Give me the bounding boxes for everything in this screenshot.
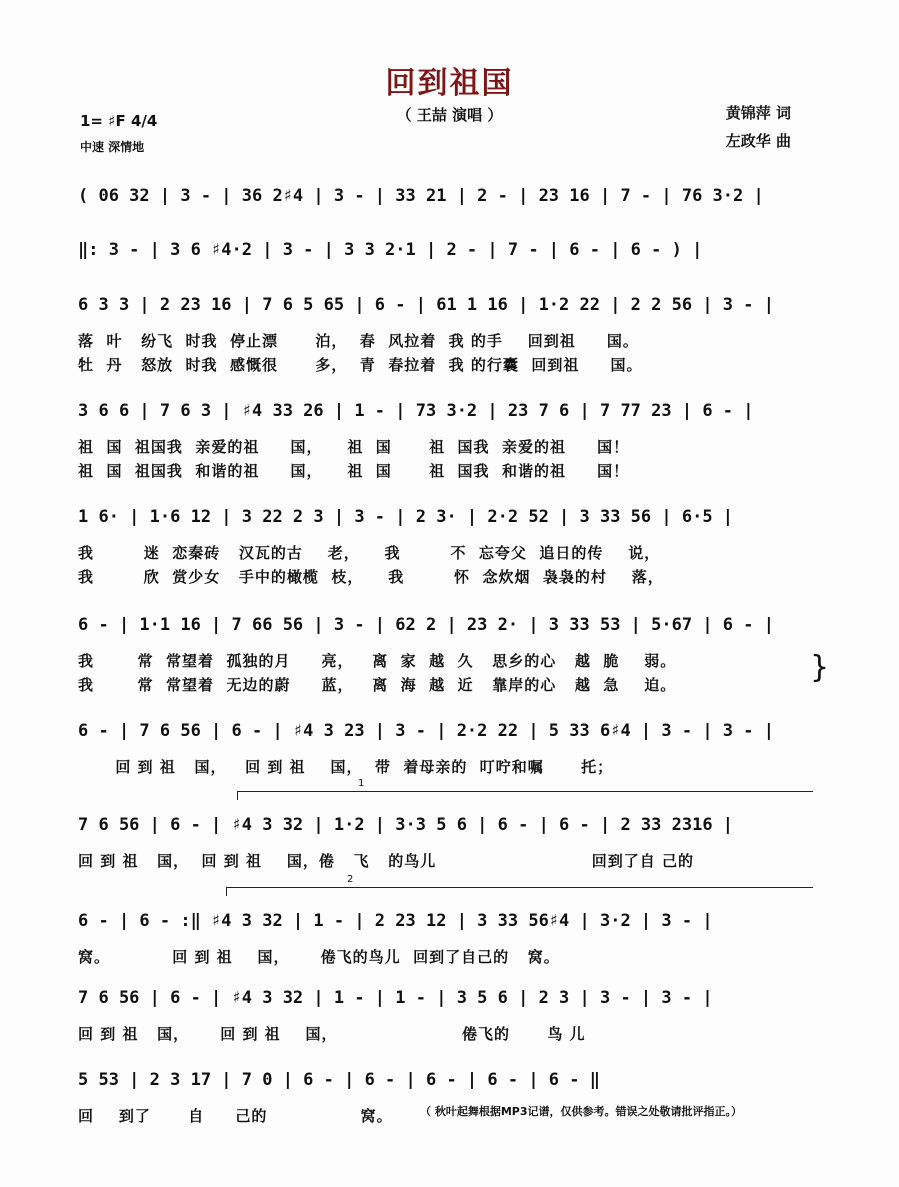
lyric-line: 我 常 常望着 孤独的月 亮， 离 家 越 久 思乡的心 越 脆 弱。 xyxy=(78,652,677,670)
lyric-line: 回 到 祖 国， 回 到 祖 国， 带 着母亲的 叮咛和嘱 托； xyxy=(78,758,614,776)
notation-row: 6 - | 1·1 16 | 7 66 56 | 3 - | 62 2 | 23 2· | 3 33 53 | 5·67 | 6 - | xyxy=(78,615,774,635)
lyric-line: 我 欣 赏少女 手中的橄榄 枝， 我 怀 念炊烟 袅袅的村 落， xyxy=(78,568,664,586)
notation-row: ‖: 3 - | 3 6 ♯4·2 | 3 - | 3 3 2·1 | 2 - | 7 - | 6 - | 6 - ) | xyxy=(78,240,703,260)
notation-row: 1 6· | 1·6 12 | 3 22 2 3 | 3 - | 2 3· | 2·2 52 | 3 33 56 | 6·5 | xyxy=(78,507,734,527)
notation-row: 5 53 | 2 3 17 | 7 0 | 6 - | 6 - | 6 - | 6 - | 6 - ‖ xyxy=(78,1070,600,1090)
tempo-marking: 中速 深情地 xyxy=(80,140,145,154)
second-ending-bracket xyxy=(226,874,813,896)
lyric-line: 祖 国 祖国我 亲爱的祖 国， 祖 国 祖 国我 亲爱的祖 国！ xyxy=(78,438,630,456)
lyric-line: 窝。 回 到 祖 国， 倦飞的鸟儿 回到了自己的 窝。 xyxy=(78,948,560,966)
notation-row: 6 3 3 | 2 23 16 | 7 6 5 65 | 6 - | 61 1 16 | 1·2 22 | 2 2 56 | 3 - | xyxy=(78,295,774,315)
verse-brace: } xyxy=(810,650,830,685)
lyric-line: 我 常 常望着 无边的蔚 蓝， 离 海 越 近 靠岸的心 越 急 迫。 xyxy=(78,676,677,694)
song-title: 回到祖国 xyxy=(385,66,514,101)
notation-row: ( 06 32 | 3 - | 36 2♯4 | 3 - | 33 21 | 2 - | 23 16 | 7 - | 76 3·2 | xyxy=(78,186,764,206)
first-ending-bracket xyxy=(237,778,813,800)
lyricist-credit: 黄锦萍 词 xyxy=(725,104,791,122)
lyric-line: 回 到了 自 己的 窝。 xyxy=(78,1107,393,1125)
notation-row: 7 6 56 | 6 - | ♯4 3 32 | 1·2 | 3·3 5 6 | 6 - | 6 - | 2 33 2316 | xyxy=(78,815,734,835)
lyric-line: 落 叶 纷飞 时我 停止漂 泊， 春 风拉着 我 的手 回到祖 国。 xyxy=(78,332,639,350)
transcription-note: （ 秋叶起舞根据MP3记谱，仅供参考。错误之处敬请批评指正。） xyxy=(420,1105,742,1118)
notation-row: 6 - | 6 - :‖ ♯4 3 32 | 1 - | 2 23 12 | 3 33 56♯4 | 3·2 | 3 - | xyxy=(78,911,713,931)
performer-line: （ 王喆 演唱 ） xyxy=(396,106,503,124)
second-ending-number: 2 xyxy=(347,874,354,885)
notation-row: 6 - | 7 6 56 | 6 - | ♯4 3 23 | 3 - | 2·2 22 | 5 33 6♯4 | 3 - | 3 - | xyxy=(78,721,774,741)
first-ending-number: 1 xyxy=(358,778,365,789)
notation-row: 3 6 6 | 7 6 3 | ♯4 33 26 | 1 - | 73 3·2 | 23 7 6 | 7 77 23 | 6 - | xyxy=(78,401,754,421)
lyric-line: 回 到 祖 国， 回 到 祖 国， 倦飞的 鸟 儿 xyxy=(78,1025,586,1043)
lyric-line: 回 到 祖 国， 回 到 祖 国，倦 飞 的鸟儿 回到了自 己的 xyxy=(78,852,694,870)
lyric-line: 祖 国 祖国我 和谐的祖 国， 祖 国 祖 国我 和谐的祖 国！ xyxy=(78,462,630,480)
key-signature: 1= ♯F 4/4 xyxy=(80,112,158,130)
lyric-line: 我 迷 恋秦砖 汉瓦的古 老， 我 不 忘夸父 追日的传 说， xyxy=(78,544,661,562)
notation-row: 7 6 56 | 6 - | ♯4 3 32 | 1 - | 1 - | 3 5 6 | 2 3 | 3 - | 3 - | xyxy=(78,988,713,1008)
composer-credit: 左政华 曲 xyxy=(725,132,791,150)
lyric-line: 牡 丹 怒放 时我 感慨很 多， 青 春拉着 我 的行囊 回到祖 国。 xyxy=(78,356,643,374)
